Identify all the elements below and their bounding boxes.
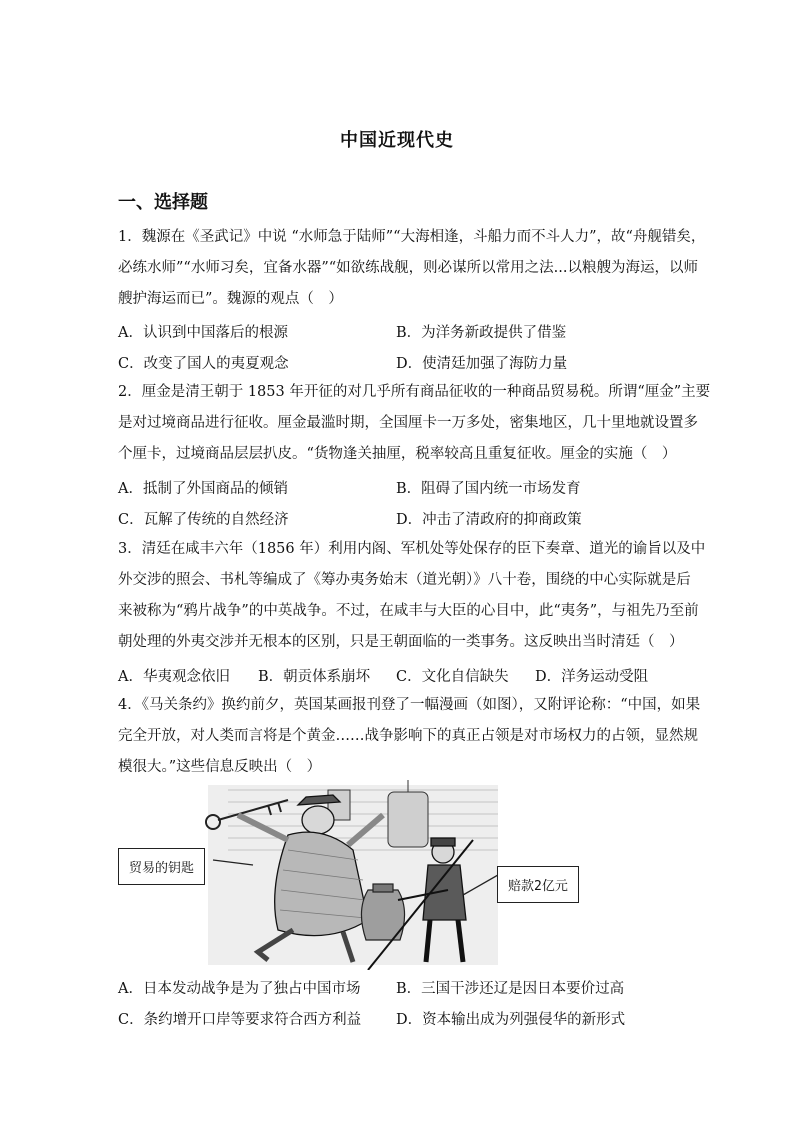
question-1-option-d[interactable]: D．使清廷加强了海防力量 xyxy=(396,356,568,372)
question-1-option-b[interactable]: B．为洋务新政提供了借鉴 xyxy=(396,325,567,341)
question-4-line: 4．《马关条约》换约前夕，英国某画报刊登了一幅漫画（如图），又附评论称：“中国，如果 xyxy=(118,697,701,713)
question-4-stem xyxy=(118,690,701,783)
callout-trade-key: 贸易的钥匙 xyxy=(118,848,205,885)
question-3-option-c[interactable]: C．文化自信缺失 xyxy=(396,669,509,685)
question-1-stem xyxy=(118,222,706,315)
question-2-option-a[interactable]: A．抵制了外国商品的倾销 xyxy=(118,481,288,497)
question-4-option-d[interactable]: D．资本输出成为列强侵华的新形式 xyxy=(396,1012,626,1028)
question-3-option-b[interactable]: B．朝贡体系崩坏 xyxy=(258,669,371,685)
question-1-line: 1．魏源在《圣武记》中说 “水师急于陆师”“大海相逢，斗船力而不斗人力”，故“舟舰错矣， xyxy=(118,229,706,245)
question-3-stem xyxy=(118,534,706,658)
question-3-option-a[interactable]: A．华夷观念依旧 xyxy=(118,669,230,685)
question-3-line: 外交涉的照会、书札等编成了《筹办夷务始末（道光朝）》八十卷，围绕的中心实际就是后 xyxy=(118,572,691,588)
question-4-option-a[interactable]: A．日本发动战争是为了独占中国市场 xyxy=(118,981,361,997)
section-heading: 一、选择题 xyxy=(118,192,208,213)
question-1-option-a[interactable]: A．认识到中国落后的根源 xyxy=(118,325,288,341)
question-1-line: 艘护海运而已”。魏源的观点（ ） xyxy=(118,291,343,307)
question-2-option-d[interactable]: D．冲击了清政府的抑商政策 xyxy=(396,512,582,528)
question-4-line: 模很大。”这些信息反映出（ ） xyxy=(118,759,322,775)
question-1-line: 必练水师”“水师习矣，宜备水器”“如欲练战舰，则必谋所以常用之法...以粮艘为海运，以师 xyxy=(118,260,698,276)
question-2-line: 个厘卡，过境商品层层扒皮。“货物逢关抽厘，税率较高且重复征收。厘金的实施（ ） xyxy=(118,446,677,462)
question-2-line: 是对过境商品进行征收。厘金最滥时期，全国厘卡一万多处，密集地区，几十里地就设置多 xyxy=(118,415,698,431)
question-4-line: 完全开放，对人类而言将是个黄金……战争影响下的真正占领是对市场权力的占领，显然规 xyxy=(118,728,698,744)
question-1-option-c[interactable]: C．改变了国人的夷夏观念 xyxy=(118,356,289,372)
question-2-option-b[interactable]: B．阻碍了国内统一市场发育 xyxy=(396,481,581,497)
question-3-option-d[interactable]: D．洋务运动受阻 xyxy=(535,669,649,685)
question-4-option-c[interactable]: C．条约增开口岸等要求符合西方利益 xyxy=(118,1012,362,1028)
callout-indemnity: 赔款2亿元 xyxy=(497,866,579,903)
question-3-line: 来被称为“鸦片战争”的中英战争。不过，在咸丰与大臣的心目中，此“夷务”，与祖先乃至前 xyxy=(118,603,699,619)
question-2-stem xyxy=(118,377,711,470)
question-3-line: 朝处理的外夷交涉并无根本的区别，只是王朝面临的一类事务。这反映出当时清廷（ ） xyxy=(118,634,684,650)
question-3-line: 3．清廷在咸丰六年（1856 年）利用内阁、军机处等处保存的臣下奏章、道光的谕旨以及中 xyxy=(118,541,706,557)
question-2-line: 2．厘金是清王朝于 1853 年开征的对几乎所有商品征收的一种商品贸易税。所谓“厘金”主要 xyxy=(118,384,711,400)
page-title: 中国近现代史 xyxy=(340,130,454,151)
question-4-option-b[interactable]: B．三国干涉还辽是因日本要价过高 xyxy=(396,981,625,997)
question-2-option-c[interactable]: C．瓦解了传统的自然经济 xyxy=(118,512,289,528)
